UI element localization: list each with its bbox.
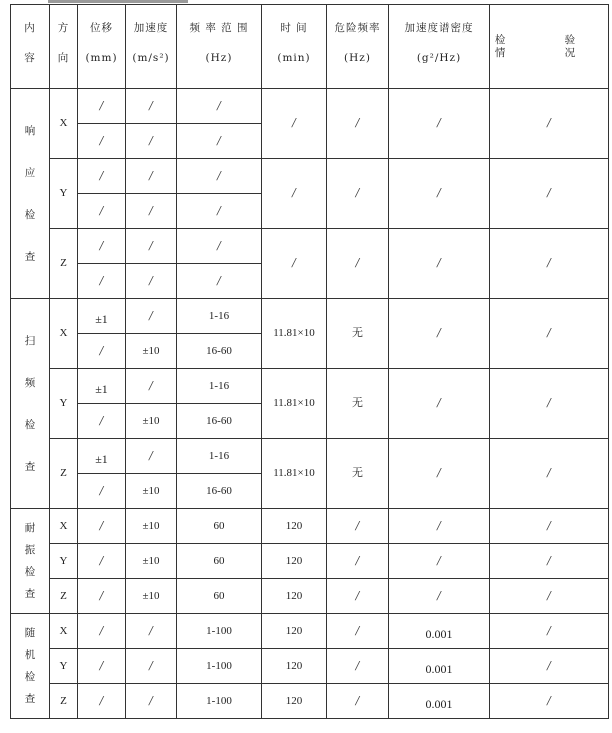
acceleration-cell: / [126, 124, 177, 159]
axis-cell: X [50, 614, 78, 649]
displacement-cell: / [78, 334, 126, 369]
axis-cell: X [50, 299, 78, 369]
psd-cell: 0.001 [389, 614, 490, 649]
axis-cell: Z [50, 439, 78, 509]
time-cell: 11.81×10 [262, 369, 327, 439]
frequency-cell: / [177, 159, 262, 194]
frequency-cell: 1-16 [177, 369, 262, 404]
displacement-cell: / [78, 684, 126, 719]
time-cell: 120 [262, 684, 327, 719]
displacement-cell: / [78, 89, 126, 124]
inspection-cell: / [490, 509, 609, 544]
header-time: 时 间 (min) [262, 5, 327, 89]
inspection-cell: / [490, 229, 609, 299]
psd-cell: / [389, 299, 490, 369]
frequency-cell: 1-100 [177, 649, 262, 684]
psd-cell: / [389, 159, 490, 229]
displacement-cell: / [78, 614, 126, 649]
danger-frequency-cell: / [327, 614, 389, 649]
frequency-cell: / [177, 124, 262, 159]
table-row [11, 509, 609, 544]
frequency-cell: / [177, 194, 262, 229]
danger-frequency-cell: / [327, 544, 389, 579]
acceleration-cell: / [126, 439, 177, 474]
acceleration-cell: / [126, 369, 177, 404]
acceleration-cell: ±10 [126, 404, 177, 439]
table-row [11, 544, 609, 579]
displacement-cell: / [78, 544, 126, 579]
table-row [11, 579, 609, 614]
danger-frequency-cell: 无 [327, 369, 389, 439]
displacement-cell: ±1 [78, 299, 126, 334]
table-row [11, 684, 609, 719]
header-danger-frequency: 危险频率 (Hz) [327, 5, 389, 89]
axis-cell: Y [50, 159, 78, 229]
acceleration-cell: / [126, 194, 177, 229]
displacement-cell: / [78, 264, 126, 299]
header-direction: 方 向 [50, 5, 78, 89]
inspection-cell: / [490, 544, 609, 579]
displacement-cell: / [78, 229, 126, 264]
acceleration-cell: / [126, 264, 177, 299]
table-row [11, 89, 609, 124]
header-acceleration: 加速度 (m/s²) [126, 5, 177, 89]
danger-frequency-cell: 无 [327, 299, 389, 369]
section-name-endurance: 耐 振 检 查 [11, 509, 50, 614]
displacement-cell: / [78, 404, 126, 439]
axis-cell: X [50, 509, 78, 544]
displacement-cell: / [78, 474, 126, 509]
inspection-cell: / [490, 579, 609, 614]
acceleration-cell: / [126, 614, 177, 649]
acceleration-cell: / [126, 299, 177, 334]
displacement-cell: / [78, 509, 126, 544]
inspection-cell: / [490, 369, 609, 439]
header-frequency-range: 频 率 范 围 (Hz) [177, 5, 262, 89]
frequency-cell: 1-16 [177, 299, 262, 334]
table-row [11, 229, 609, 264]
table-row [11, 299, 609, 334]
frequency-cell: 1-100 [177, 684, 262, 719]
axis-cell: X [50, 89, 78, 159]
acceleration-cell: ±10 [126, 334, 177, 369]
psd-cell: / [389, 369, 490, 439]
table-row [11, 614, 609, 649]
axis-cell: Y [50, 544, 78, 579]
frequency-cell: / [177, 89, 262, 124]
time-cell: / [262, 89, 327, 159]
table-row [11, 439, 609, 474]
frequency-cell: 16-60 [177, 474, 262, 509]
header-psd: 加速度谱密度 (g²/Hz) [389, 5, 490, 89]
danger-frequency-cell: / [327, 159, 389, 229]
header-inspection: 检 验 情 况 [490, 5, 609, 89]
time-cell: 120 [262, 579, 327, 614]
displacement-cell: / [78, 159, 126, 194]
header-displacement: 位移 (mm) [78, 5, 126, 89]
axis-cell: Y [50, 369, 78, 439]
frequency-cell: 1-16 [177, 439, 262, 474]
acceleration-cell: ±10 [126, 579, 177, 614]
time-cell: / [262, 159, 327, 229]
top-edge-strip [48, 0, 188, 3]
psd-cell: / [389, 439, 490, 509]
axis-cell: Y [50, 649, 78, 684]
axis-cell: Z [50, 579, 78, 614]
displacement-cell: / [78, 579, 126, 614]
vibration-test-table [10, 4, 609, 719]
acceleration-cell: ±10 [126, 509, 177, 544]
time-cell: 120 [262, 544, 327, 579]
inspection-cell: / [490, 89, 609, 159]
acceleration-cell: / [126, 229, 177, 264]
psd-cell: / [389, 509, 490, 544]
time-cell: 120 [262, 509, 327, 544]
table-row [11, 649, 609, 684]
danger-frequency-cell: / [327, 649, 389, 684]
displacement-cell: ±1 [78, 369, 126, 404]
inspection-cell: / [490, 159, 609, 229]
danger-frequency-cell: / [327, 684, 389, 719]
section-name-random: 随 机 检 查 [11, 614, 50, 719]
time-cell: 120 [262, 649, 327, 684]
time-cell: / [262, 229, 327, 299]
time-cell: 11.81×10 [262, 299, 327, 369]
acceleration-cell: / [126, 649, 177, 684]
section-name-sweep: 扫 频 检 查 [11, 299, 50, 509]
inspection-cell: / [490, 684, 609, 719]
psd-cell: / [389, 229, 490, 299]
header-row [11, 5, 609, 89]
axis-cell: Z [50, 229, 78, 299]
danger-frequency-cell: 无 [327, 439, 389, 509]
time-cell: 120 [262, 614, 327, 649]
frequency-cell: 60 [177, 579, 262, 614]
displacement-cell: / [78, 194, 126, 229]
psd-cell: / [389, 579, 490, 614]
acceleration-cell: / [126, 159, 177, 194]
axis-cell: Z [50, 684, 78, 719]
inspection-cell: / [490, 649, 609, 684]
danger-frequency-cell: / [327, 229, 389, 299]
frequency-cell: 60 [177, 544, 262, 579]
frequency-cell: 60 [177, 509, 262, 544]
time-cell: 11.81×10 [262, 439, 327, 509]
frequency-cell: / [177, 229, 262, 264]
displacement-cell: / [78, 649, 126, 684]
acceleration-cell: / [126, 89, 177, 124]
frequency-cell: 1-100 [177, 614, 262, 649]
danger-frequency-cell: / [327, 89, 389, 159]
displacement-cell: ±1 [78, 439, 126, 474]
displacement-cell: / [78, 124, 126, 159]
frequency-cell: / [177, 264, 262, 299]
table-row [11, 159, 609, 194]
inspection-cell: / [490, 614, 609, 649]
danger-frequency-cell: / [327, 509, 389, 544]
acceleration-cell: ±10 [126, 474, 177, 509]
header-content: 内 容 [11, 5, 50, 89]
section-name-response: 响 应 检 查 [11, 89, 50, 299]
inspection-cell: / [490, 299, 609, 369]
table-row [11, 369, 609, 404]
frequency-cell: 16-60 [177, 334, 262, 369]
psd-cell: 0.001 [389, 684, 490, 719]
psd-cell: / [389, 89, 490, 159]
inspection-cell: / [490, 439, 609, 509]
psd-cell: 0.001 [389, 649, 490, 684]
acceleration-cell: ±10 [126, 544, 177, 579]
frequency-cell: 16-60 [177, 404, 262, 439]
acceleration-cell: / [126, 684, 177, 719]
danger-frequency-cell: / [327, 579, 389, 614]
psd-cell: / [389, 544, 490, 579]
